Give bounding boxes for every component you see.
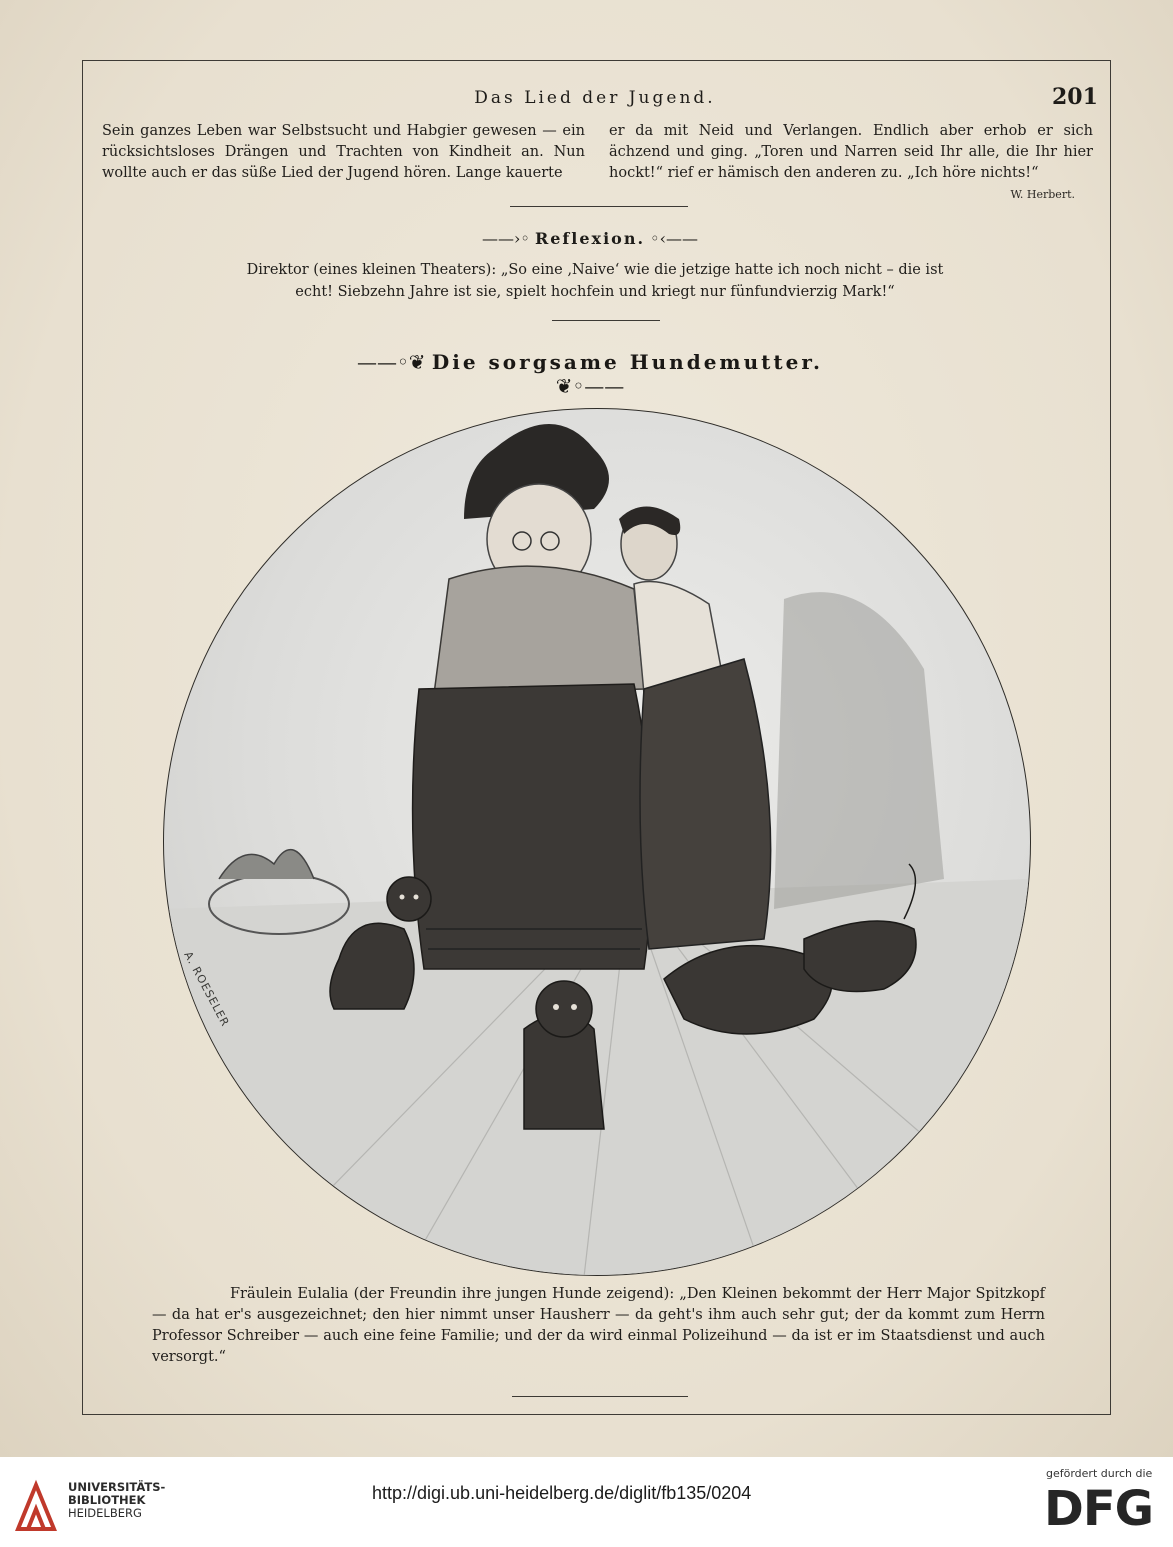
footer-bar: [0, 1457, 1173, 1547]
document-url-link[interactable]: http://digi.ub.uni-heidelberg.de/diglit/fb135/0204: [372, 1483, 752, 1503]
divider-rule: [510, 206, 688, 207]
cartoon-illustration: [163, 408, 1031, 1276]
artist-signature: A. ROESELER: [181, 949, 232, 1029]
story-right-column: er da mit Neid und Verlangen. Endlich aber erhob er sich ächzend und ging. „Toren und Narren seid Ihr alle, die Ihr hier hockt!“ rief er hämisch den anderen zu. „Ich höre nichts!“: [609, 123, 1093, 181]
divider-rule: [512, 1396, 688, 1397]
library-name: UNIVERSITÄTS- BIBLIOTHEK HEIDELBERG: [68, 1480, 166, 1520]
divider-rule: [552, 320, 660, 321]
ornament-right-icon: ❦◦——: [555, 374, 625, 398]
funder-label: gefördert durch die: [1046, 1467, 1153, 1480]
reflexion-text: Direktor (eines kleinen Theaters): „So eine ‚Naive‘ wie die jetzige hatte ich noch nicht – die ist echt! Siebzehn Jahre ist sie, spielt hochfein und kriegt nur fünfundvierzig Mark!“: [246, 262, 944, 300]
cartoon-drawing: [164, 409, 1031, 1276]
university-library-logo-icon: [14, 1479, 62, 1535]
running-title: Das Lied der Jugend.: [474, 88, 716, 108]
ornament-right-icon: ◦‹——: [645, 229, 698, 248]
story-author: W. Herbert.: [1010, 188, 1075, 201]
reflexion-heading: ——›◦ Reflexion. ◦‹——: [482, 229, 698, 248]
cartoon-heading: ——◦❦ Die sorgsame Hundemutter. ❦◦——: [357, 350, 823, 398]
page-number: 201: [1052, 84, 1098, 110]
ornament-left-icon: ——›◦: [482, 229, 535, 248]
ornament-left-icon: ——◦❦: [357, 350, 432, 374]
dfg-logo: DFG: [1044, 1481, 1154, 1537]
cartoon-caption: Fräulein Eulalia (der Freundin ihre jungen Hunde zeigend): „Den Kleinen bekommt der Herr Major Spitzkopf — da hat er's ausgezeichnet; den hier nimmt unser Hausherr — da geht's ihm auch sehr gut; der da kommt zum Herrn Professor Schreiber — auch eine feine Familie; und der da wird einmal Polizeihund — da ist er im Staatsdienst und auch versorgt.“: [152, 1286, 1045, 1365]
story-left-column: Sein ganzes Leben war Selbstsucht und Habgier gewesen — ein rücksichtsloses Drängen und Trachten von Kindheit an. Nun wollte auch er das süße Lied der Jugend hören. Lange kauerte: [102, 123, 585, 181]
